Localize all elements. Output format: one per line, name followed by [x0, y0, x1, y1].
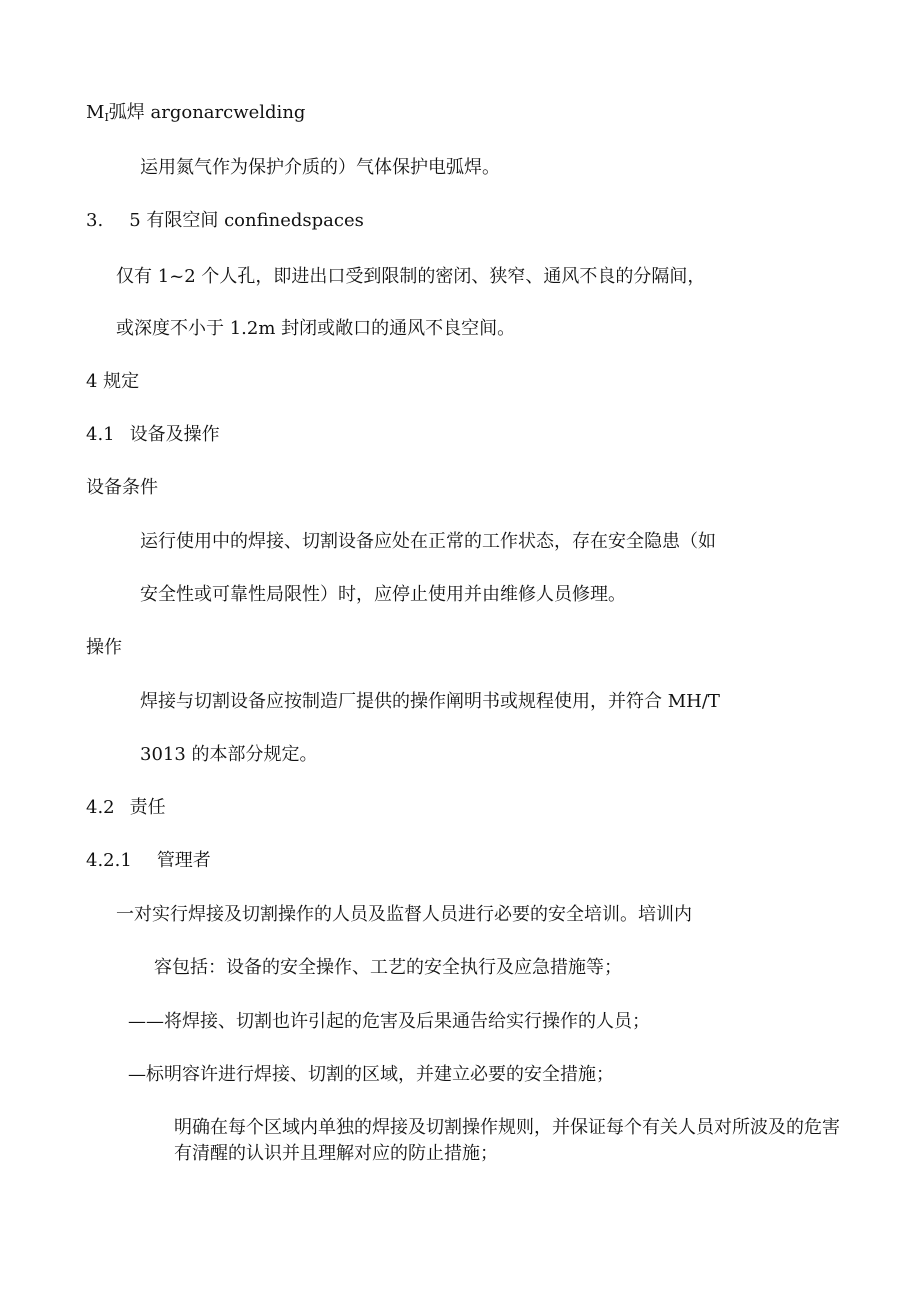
term-confined-spaces	[86, 212, 364, 230]
paragraph-equipment-line-1: 运行使用中的焊接、切割设备应处在正常的工作状态，存在安全隐患（如	[140, 531, 716, 552]
term-label: 弧焊 argonarcwelding	[108, 102, 306, 123]
term-label: 5 有限空间 confinedspaces	[129, 210, 364, 231]
section-heading-4: 4 规定	[86, 371, 140, 392]
list-item-training-line-1: 一对实行焊接及切割操作的人员及监督人员进行必要的安全培训。培训内	[116, 904, 692, 925]
section-heading-4-2-1	[86, 852, 211, 870]
list-item-hazard-notice: ——将焊接、切割也许引起的危害及后果通告给实行操作的人员；	[128, 1011, 650, 1032]
section-title: 设备及操作	[129, 424, 220, 445]
section-heading-4-1	[86, 426, 220, 444]
section-title: 责任	[129, 797, 166, 818]
section-number: 4.1	[86, 424, 115, 445]
term-arc-welding	[86, 104, 305, 123]
section-heading-4-2	[86, 799, 166, 817]
section-number: 4.2.1	[86, 850, 132, 871]
section-number: 3.	[86, 210, 104, 231]
paragraph-operation-line-2: 3013 的本部分规定。	[140, 744, 318, 765]
term-subscript: I	[104, 111, 109, 124]
paragraph-equipment-line-2: 安全性或可靠性局限性）时，应停止使用并由维修人员修理。	[140, 584, 626, 605]
definition-confined-line-2: 或深度不小于 1.2m 封闭或敞口的通风不良空间。	[116, 318, 516, 339]
list-item-area-rules: 明确在每个区域内单独的焊接及切割操作规则，并保证每个有关人员对所波及的危害有清醒的认识并且理解对应的防止措施；	[174, 1117, 840, 1164]
subheading-operation: 操作	[86, 637, 122, 658]
list-item-permitted-areas: —标明容许进行焊接、切割的区域，并建立必要的安全措施；	[128, 1064, 614, 1085]
paragraph-operation-line-1: 焊接与切割设备应按制造厂提供的操作阐明书或规程使用，并符合 MH/T	[140, 691, 720, 712]
definition-arc-welding: 运用氮气作为保护介质的）气体保护电弧焊。	[140, 157, 500, 178]
subheading-equipment-conditions: 设备条件	[86, 477, 158, 498]
section-title: 管理者	[156, 850, 211, 871]
term-prefix: M	[86, 102, 105, 123]
section-number: 4.2	[86, 797, 115, 818]
list-item-training-line-2: 容包括：设备的安全操作、工艺的安全执行及应急措施等；	[154, 957, 622, 978]
definition-confined-line-1: 仅有 1~2 个人孔，即进出口受到限制的密闭、狭窄、通风不良的分隔间，	[116, 266, 706, 287]
